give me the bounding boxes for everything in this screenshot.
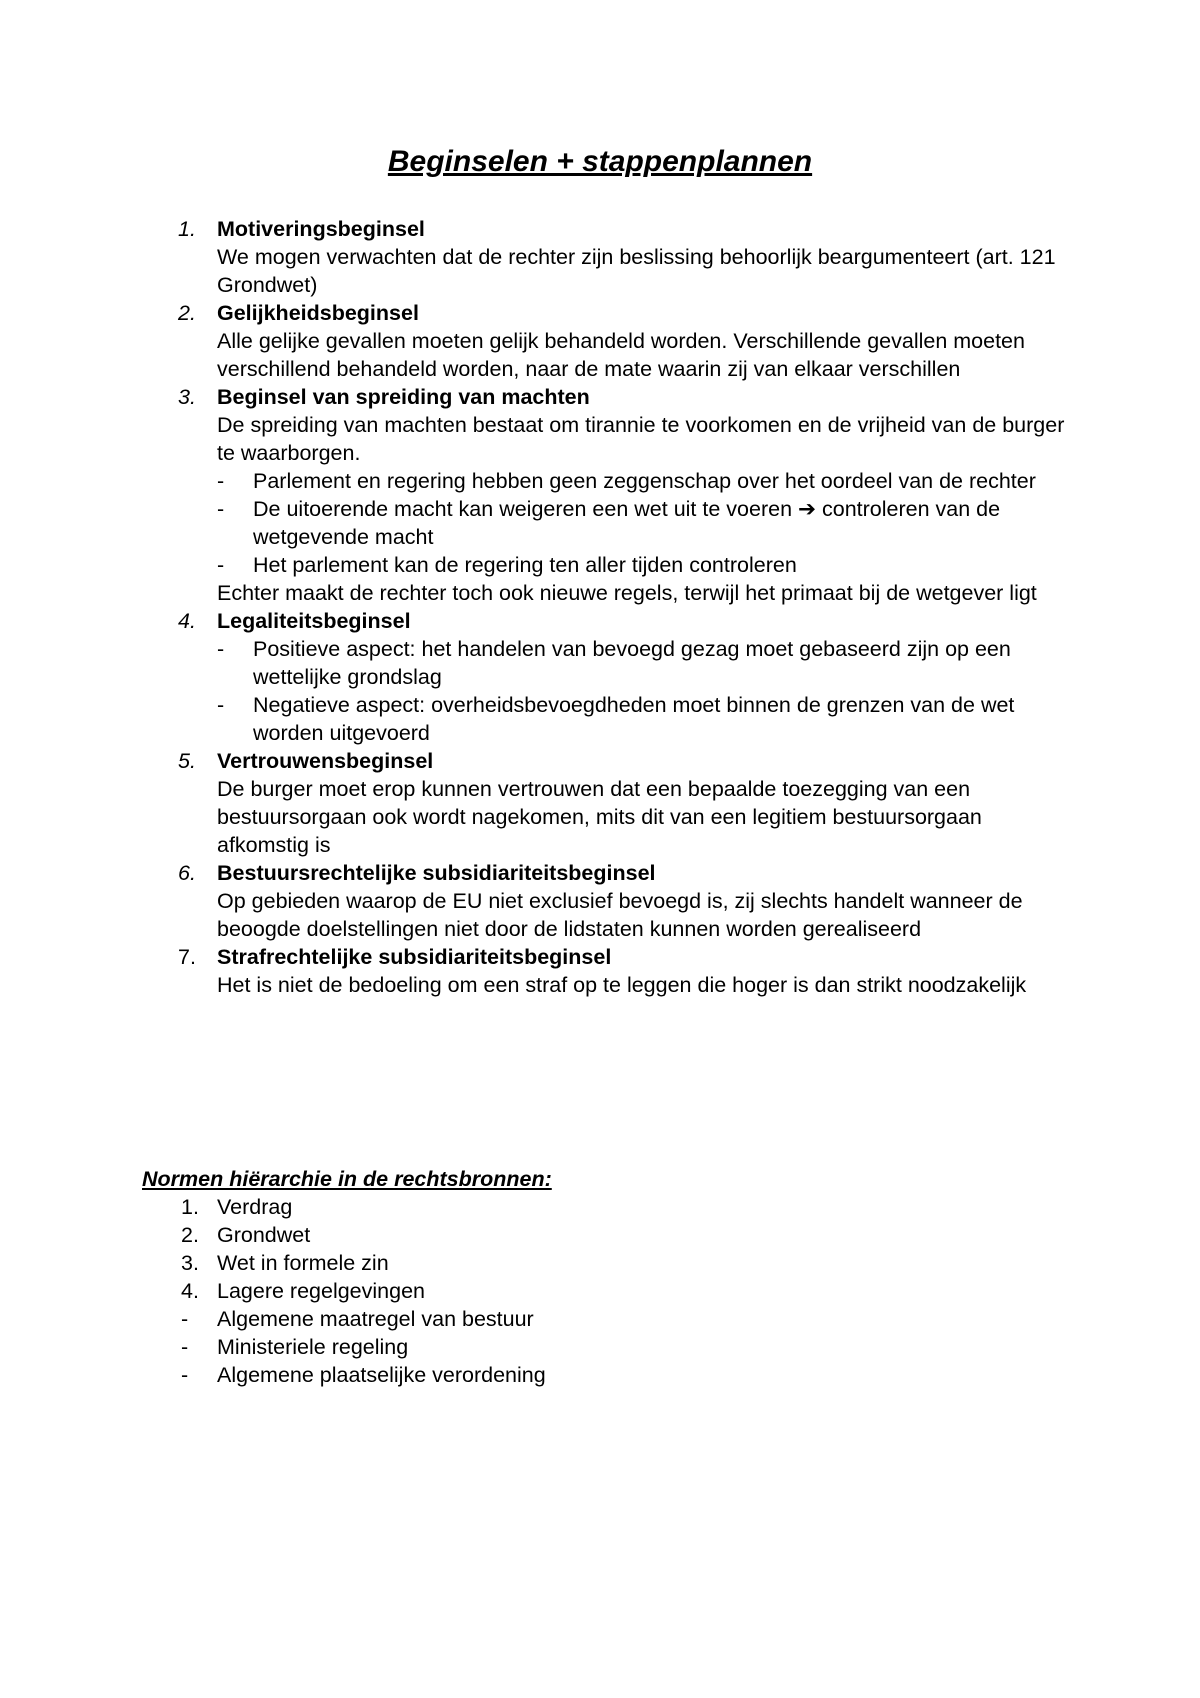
hierarchy-item-text: Verdrag (217, 1195, 293, 1219)
list-marker: 3. (181, 1251, 199, 1275)
principle-item (0, 859, 1067, 943)
list-number: 1. (178, 217, 196, 241)
dash-marker: - (217, 497, 225, 521)
bullet-item (217, 495, 1067, 551)
principle-text: De spreiding van machten bestaat om tirannie te voorkomen en de vrijheid van de burger te waarborgen. (217, 413, 1065, 465)
bullet-text: Positieve aspect: het handelen van bevoegd gezag moet gebaseerd zijn op een wettelijke grondslag (253, 637, 1011, 689)
hierarchy-item (0, 1249, 1200, 1277)
hierarchy-list (0, 1193, 1200, 1389)
hierarchy-item-text: Algemene plaatselijke verordening (217, 1363, 546, 1387)
bullet-item (217, 467, 1067, 495)
bullet-item (217, 635, 1067, 691)
list-marker: 2. (181, 1223, 199, 1247)
principle-text: We mogen verwachten dat de rechter zijn beslissing behoorlijk beargumenteert (art. 121 Grondwet) (217, 245, 1056, 297)
hierarchy-item-text: Grondwet (217, 1223, 311, 1247)
hierarchy-item-text: Ministeriele regeling (217, 1335, 409, 1359)
list-number: 2. (178, 301, 196, 325)
principle-title: Bestuursrechtelijke subsidiariteitsbeginsel (217, 861, 656, 885)
principle-item (0, 383, 1067, 607)
document-title: Beginselen + stappenplannen (387, 145, 813, 178)
bullet-text: Het parlement kan de regering ten aller tijden controleren (253, 553, 797, 577)
principles-list (0, 215, 1200, 999)
list-number: 5. (178, 749, 196, 773)
list-marker: - (181, 1335, 189, 1359)
principle-item (0, 747, 1067, 859)
principle-title: Motiveringsbeginsel (217, 217, 425, 241)
principle-text: Op gebieden waarop de EU niet exclusief bevoegd is, zij slechts handelt wanneer de beoogde doelstellingen niet door de lidstaten kunnen worden gerealiseerd (217, 889, 1023, 941)
hierarchy-item-text: Wet in formele zin (217, 1251, 389, 1275)
principle-item (0, 607, 1067, 747)
principle-item (0, 943, 1067, 999)
hierarchy-item (0, 1333, 1200, 1361)
hierarchy-item (0, 1361, 1200, 1389)
list-number: 6. (178, 861, 196, 885)
bullet-item (217, 551, 1067, 579)
list-marker: 4. (181, 1279, 199, 1303)
principle-text: Het is niet de bedoeling om een straf op te leggen die hoger is dan strikt noodzakelijk (217, 973, 1027, 997)
hierarchy-item (0, 1221, 1200, 1249)
list-number: 4. (178, 609, 196, 633)
principle-title: Strafrechtelijke subsidiariteitsbeginsel (217, 945, 612, 969)
dash-marker: - (217, 637, 225, 661)
principle-title: Vertrouwensbeginsel (217, 749, 434, 773)
principle-text: Alle gelijke gevallen moeten gelijk behandeld worden. Verschillende gevallen moeten verschillend behandeld worden, naar de mate waarin zij van elkaar verschillen (217, 329, 1025, 381)
principle-item (0, 215, 1067, 299)
principle-text-after: Echter maakt de rechter toch ook nieuwe regels, terwijl het primaat bij de wetgever ligt (217, 581, 1037, 605)
list-number: 7. (178, 945, 196, 969)
bullet-text: De uitoerende macht kan weigeren een wet uit te voeren ➔ controleren van de wetgevende macht (253, 497, 1001, 549)
dash-marker: - (217, 469, 225, 493)
principle-title: Beginsel van spreiding van machten (217, 385, 590, 409)
list-marker: - (181, 1307, 189, 1331)
hierarchy-item (0, 1193, 1200, 1221)
principle-item (0, 299, 1067, 383)
hierarchy-item-text: Lagere regelgevingen (217, 1279, 425, 1303)
list-number: 3. (178, 385, 196, 409)
bullet-text: Negatieve aspect: overheidsbevoegdheden moet binnen de grenzen van de wet worden uitgevoerd (253, 693, 1015, 745)
list-marker: 1. (181, 1195, 199, 1219)
principle-text: De burger moet erop kunnen vertrouwen dat een bepaalde toezegging van een bestuursorgaan ook wordt nagekomen, mits dit van een legitiem bestuursorgaan afkomstig is (217, 777, 982, 857)
bullet-text: Parlement en regering hebben geen zeggenschap over het oordeel van de rechter (253, 469, 1036, 493)
principle-title: Gelijkheidsbeginsel (217, 301, 419, 325)
dash-marker: - (217, 553, 225, 577)
hierarchy-item-text: Algemene maatregel van bestuur (217, 1307, 534, 1331)
list-marker: - (181, 1363, 189, 1387)
hierarchy-item (0, 1277, 1200, 1305)
hierarchy-item (0, 1305, 1200, 1333)
principle-title: Legaliteitsbeginsel (217, 609, 411, 633)
dash-marker: - (217, 693, 225, 717)
hierarchy-heading: Normen hiërarchie in de rechtsbronnen: (142, 1167, 552, 1191)
bullet-item (217, 691, 1067, 747)
